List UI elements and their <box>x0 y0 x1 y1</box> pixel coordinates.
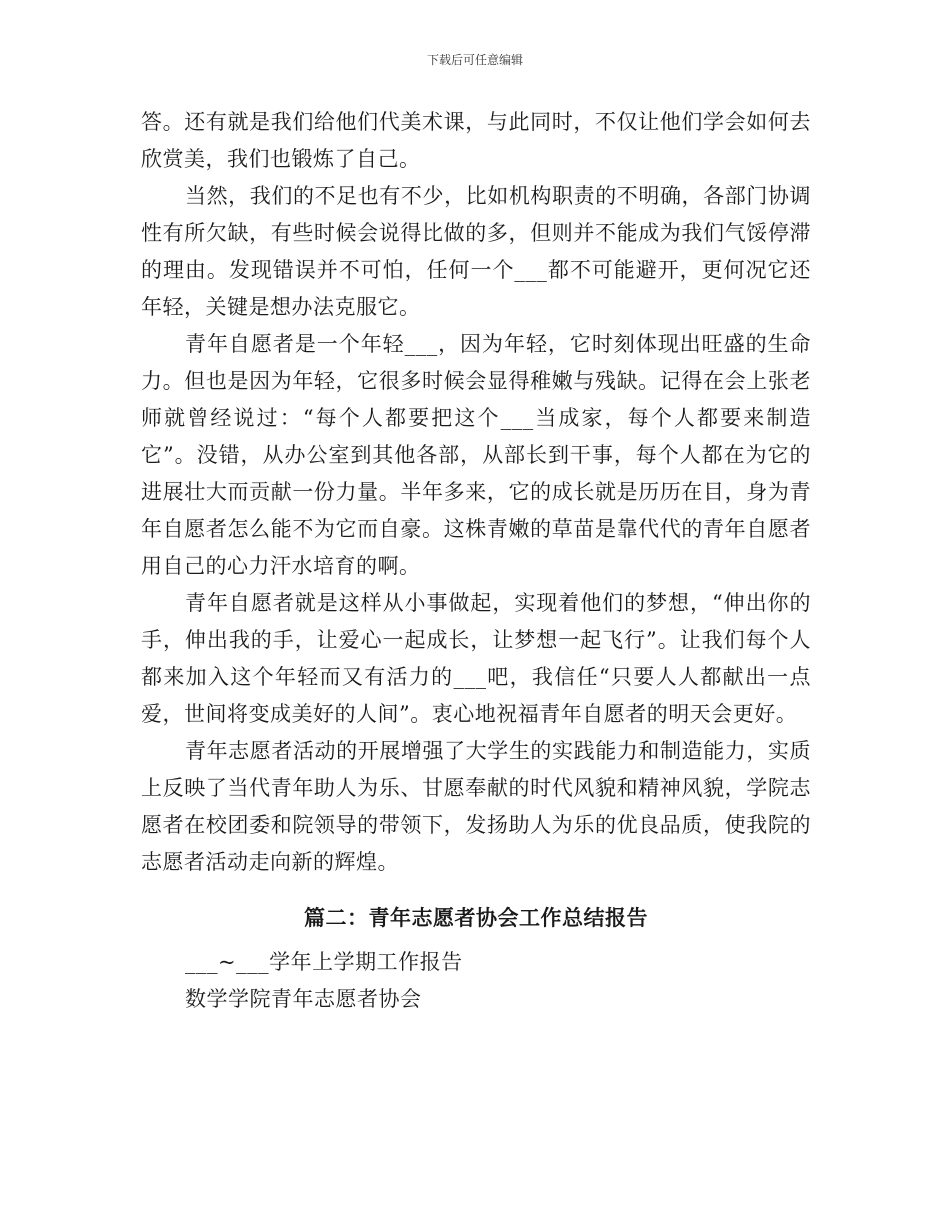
organization-line: 数学学院青年志愿者协会 <box>185 987 422 1011</box>
paragraph: 当然，我们的不足也有不少，比如机构职责的不明确，各部门协调性有所欠缺，有些时候会说得比做的多，但则并不能成为我们气馁停滞的理由。发现错误并不可怕，任何一个___都不可能避开，更何况它还年轻，关键是想办法克服它。 <box>141 184 811 319</box>
report-period-line: ___~___学年上学期工作报告 <box>185 950 463 974</box>
paragraph: 青年自愿者就是这样从小事做起，实现着他们的梦想，“伸出你的手，伸出我的手，让爱心一起成长，让梦想一起飞行”。让我们每个人都来加入这个年轻而又有活力的___吧，我信任“只要人人都献出一点爱，世间将变成美好的人间”。衷心地祝福青年自愿者的明天会更好。 <box>141 591 811 726</box>
document-body <box>141 104 811 1018</box>
section-title: 篇二：青年志愿者协会工作总结报告 <box>304 905 648 930</box>
paragraph-continued: 答。还有就是我们给他们代美术课，与此同时，不仅让他们学会如何去欣赏美，我们也锻炼了自己。 <box>141 110 811 171</box>
paragraph: 青年志愿者活动的开展增强了大学生的实践能力和制造能力，实质上反映了当代青年助人为乐、甘愿奉献的时代风貌和精神风貌，学院志愿者在校团委和院领导的带领下，发扬助人为乐的优良品质，使我院的志愿者活动走向新的辉煌。 <box>141 739 811 874</box>
page-header: 下载后可任意编辑 <box>426 53 523 67</box>
paragraph: 青年自愿者是一个年轻___，因为年轻，它时刻体现出旺盛的生命力。但也是因为年轻，它很多时候会显得稚嫩与残缺。记得在会上张老师就曾经说过：“每个人都要把这个___当成家，每个人都要来制造它”。没错，从办公室到其他各部，从部长到干事，每个人都在为它的进展壮大而贡献一份力量。半年多来，它的成长就是历历在目，身为青年自愿者怎么能不为它而自豪。这株青嫩的草苗是靠代代的青年自愿者用自己的心力汗水培育的啊。 <box>141 332 811 578</box>
